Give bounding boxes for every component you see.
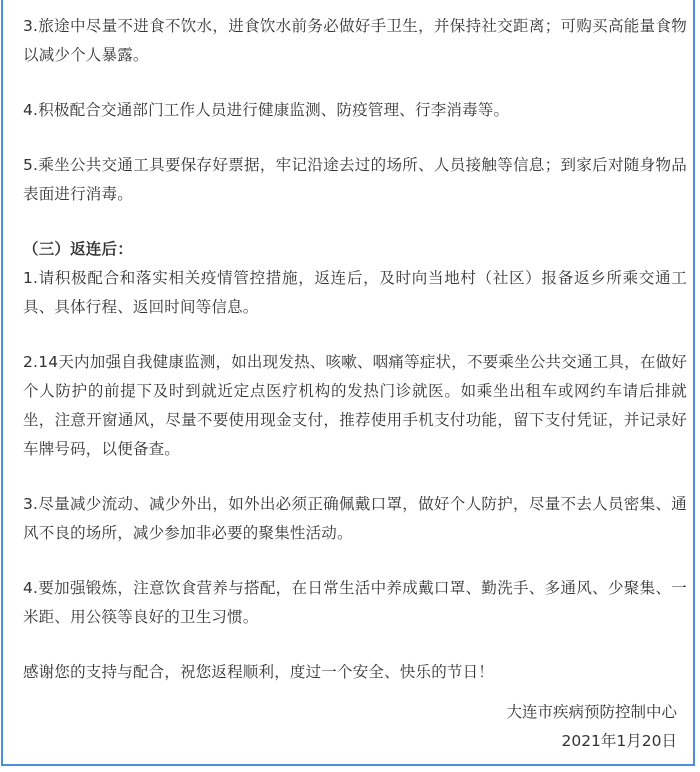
notice-frame	[1, 0, 695, 766]
signature-block	[506, 698, 677, 756]
section-heading: （三）返连后：	[23, 240, 133, 258]
return-guidance-paragraph: 1.请积极配合和落实相关疫情管控措施，返连后，及时向当地村（社区）报备返乡所乘交通工具、具体行程、返回时间等信息。	[23, 269, 687, 316]
travel-tip-paragraph: 4.积极配合交通部门工作人员进行健康监测、防疫管理、行李消毒等。	[23, 101, 510, 119]
return-guidance-paragraph: 3.尽量减少流动、减少外出，如外出必须正确佩戴口罩，做好个人防护，尽量不去人员密集、通风不良的场所，减少参加非必要的聚集性活动。	[23, 495, 687, 542]
return-guidance-paragraph: 2.14天内加强自我健康监测，如出现发热、咳嗽、咽痛等症状，不要乘坐公共交通工具，在做好个人防护的前提下及时到就近定点医疗机构的发热门诊就医。如乘坐出租车或网约车请后排就坐，注意开窗通风，尽量不要使用现金支付，推荐使用手机支付功能，留下支付凭证，并记录好车牌号码，以便备查。	[23, 353, 687, 458]
notice-content	[23, 12, 687, 687]
thanks-paragraph: 感谢您的支持与配合，祝您返程顺利，度过一个安全、快乐的节日！	[23, 663, 495, 681]
signature-organization: 大连市疾病预防控制中心	[506, 703, 677, 721]
travel-tip-paragraph: 3.旅途中尽量不进食不饮水，进食饮水前务必做好手卫生，并保持社交距离；可购买高能量食物以减少个人暴露。	[23, 17, 687, 64]
return-guidance-paragraph: 4.要加强锻炼，注意饮食营养与搭配，在日常生活中养成戴口罩、勤洗手、多通风、少聚集、一米距、用公筷等良好的卫生习惯。	[23, 579, 687, 626]
travel-tip-paragraph: 5.乘坐公共交通工具要保存好票据，牢记沿途去过的场所、人员接触等信息；到家后对随身物品表面进行消毒。	[23, 156, 687, 203]
signature-date: 2021年1月20日	[561, 732, 677, 750]
